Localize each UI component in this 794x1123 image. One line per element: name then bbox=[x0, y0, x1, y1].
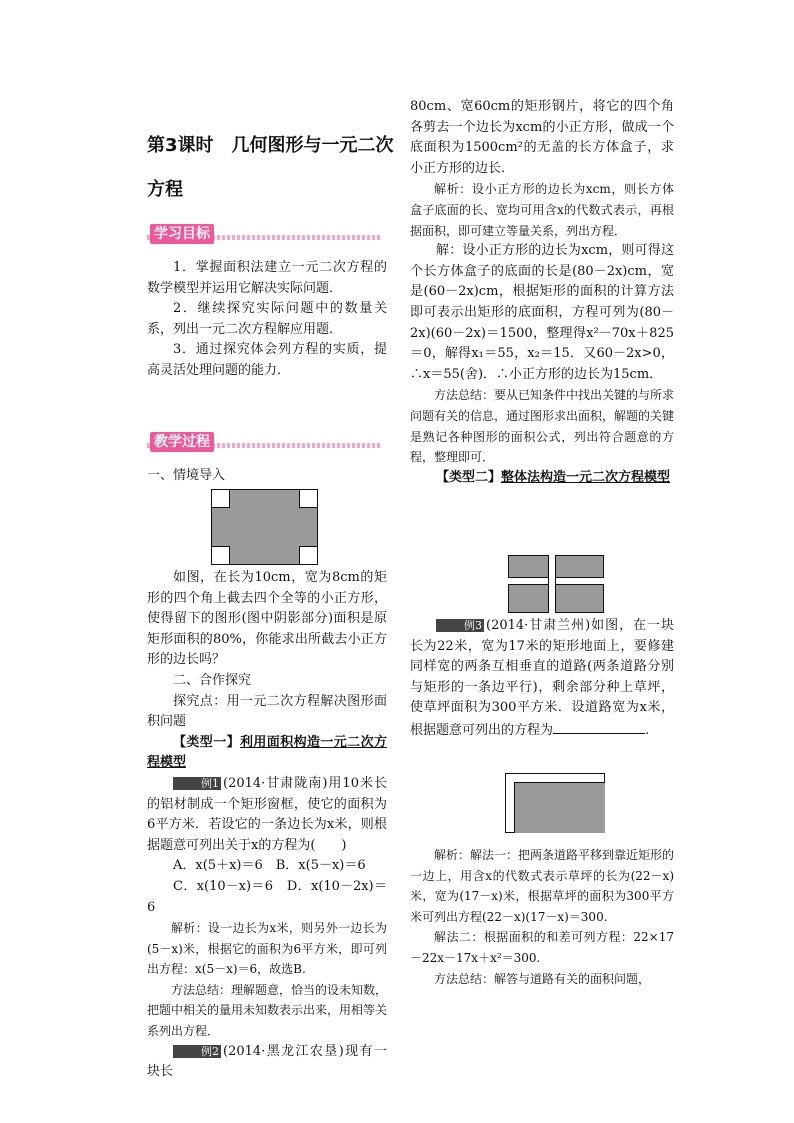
example2-lead bbox=[147, 1042, 387, 1083]
process-banner-label: 教学过程 bbox=[150, 432, 214, 452]
figure-shifted-roads bbox=[505, 773, 605, 833]
process-banner bbox=[147, 434, 382, 452]
example1-analysis: 解析：设一边长为x米，则另外一边长为(5－x)米，根据它的面积为6平方米，即可列出方程：x(5－x)＝6，故选B. bbox=[147, 921, 387, 977]
example3-analysis-2: 解法二：根据面积的和差可列方程：22×17－22x－17x＋x²＝300. bbox=[410, 930, 674, 965]
example2-method: 方法总结：要从已知条件中找出关键的与所求问题有关的信息，通过图形求出面积，解题的关键是熟记各种图形的面积公式，列出符合题意的方程，整理即可． bbox=[410, 388, 675, 465]
example1-method: 方法总结：理解题意，恰当的设未知数，把题中相关的量用未知数表示出来，用相等关系列出方程． bbox=[147, 982, 388, 1039]
goals-banner bbox=[147, 226, 382, 244]
example2-lead-text: (2014·黑龙江农垦)现有一块长 bbox=[147, 1043, 387, 1080]
type2-heading bbox=[410, 468, 674, 489]
example3-analysis-1: 解析：解法一：把两条道路平移到靠近矩形的一边上，用含x的代数式表示草坪的长为(22－x)米，宽为(17－x)米，根据草坪的面积为300平方米可列出方程(22－x)(17－x)＝300. bbox=[410, 848, 675, 924]
explore-point: 探究点：用一元二次方程解决图形面积问题 bbox=[147, 693, 387, 730]
section-heading-1: 一、情境导入 bbox=[147, 468, 226, 483]
type1-name: 利用面积构造一元二次方程模型 bbox=[147, 734, 387, 771]
example1-text: (2014·甘肃陇南)用10米长的铝材制成一个矩形窗框，使它的面积为6平方米．若设它的一条边长为x米，则根据题意可列出关于x的方程为( ) bbox=[147, 775, 387, 853]
figure-cross-roads bbox=[508, 555, 604, 613]
figure-rectangle-cut-corners bbox=[211, 489, 318, 565]
goal-item: 1．掌握面积法建立一元二次方程的数学模型并运用它解决实际问题． bbox=[147, 260, 387, 296]
example2-analysis: 解析：设小正方形的边长为xcm，则长方体盒子底面的长、宽均可用含x的代数式表示，再根据面积，即可建立等量关系，列出方程． bbox=[410, 182, 674, 238]
goals-banner-label: 学习目标 bbox=[150, 224, 214, 244]
example1-options-ab: A．x(5＋x)＝6 B．x(5－x)＝6 bbox=[173, 858, 366, 874]
goal-item: 2．继续探究实际问题中的数量关系，列出一元二次方程解应用题． bbox=[147, 301, 387, 337]
example3-tag: 例3 bbox=[436, 619, 484, 632]
type2-name: 整体法构造一元二次方程模型 bbox=[501, 469, 671, 485]
title-line2: 方程 bbox=[147, 179, 183, 200]
example3-answer-blank[interactable] bbox=[553, 719, 645, 734]
example2-tag: 例2 bbox=[173, 1045, 221, 1058]
section-heading-2: 二、合作探究 bbox=[173, 672, 252, 688]
type2-bracket: 【类型二】 bbox=[436, 469, 502, 485]
page-title bbox=[147, 124, 397, 212]
goals-list bbox=[147, 258, 387, 382]
example3-text: (2014·甘肃兰州)如图，在一块长为22米，宽为17米的矩形地面上，要修建同样宽的两条互相垂直的道路(两条道路分别与矩形的一条边平行)，剩余部分种上草坪，使草坪面积为300平方米．设道路宽为x米，根据题意可列出的方程为 bbox=[410, 618, 674, 738]
example1-options-cd: C．x(10－x)＝6 D．x(10－2x)＝6 bbox=[147, 878, 387, 915]
type1-heading bbox=[147, 733, 387, 774]
example3-method: 方法总结：解答与道路有关的面积问题， bbox=[434, 971, 651, 986]
title-line1: 第3课时 几何图形与一元二次 bbox=[147, 135, 394, 156]
example2-text: 80cm、宽60cm的矩形钢片，将它的四个角各剪去一个边长为xcm的小正方形，做成一个底面积为1500cm²的无盖的长方体盒子，求小正方形的边长． bbox=[410, 99, 674, 176]
example2-solution: 解：设小正方形的边长为xcm，则可得这个长方体盒子的底面的长是(80－2x)cm，宽是(60－2x)cm，根据矩形的面积的计算方法即可表示出矩形的底面积，方程可列为(80－2x)(60－2x)＝1500，整理得x²－70x＋825＝0，解得x₁＝55，x₂＝15．又60－2x>0，∴x＝55(舍)．∴小正方形的边长为15cm． bbox=[410, 243, 674, 382]
example3: 例3 (2014·甘肃兰州)如图，在一块长为22米，宽为17米的矩形地面上，要修建同样宽的两条互相垂直的道路(两条道路分别与矩形的一条边平行)，剩余部分种上草坪，使草坪面积为300平方米．设道路宽为x米，根据题意可列出的方程为 . bbox=[410, 618, 674, 738]
goal-item: 3．通过探究体会列方程的实质，提高灵活处理问题的能力． bbox=[147, 342, 387, 378]
example1-tag: 例1 bbox=[173, 777, 221, 790]
example1 bbox=[147, 774, 387, 856]
type1-bracket: 【类型一】 bbox=[173, 734, 240, 750]
intro-paragraph: 如图，在长为10cm，宽为8cm的矩形的四个角上截去四个全等的小正方形，使得留下的图形(图中阴影部分)面积是原矩形面积的80%，你能求出所截去小正方形的边长吗？ bbox=[147, 570, 387, 668]
